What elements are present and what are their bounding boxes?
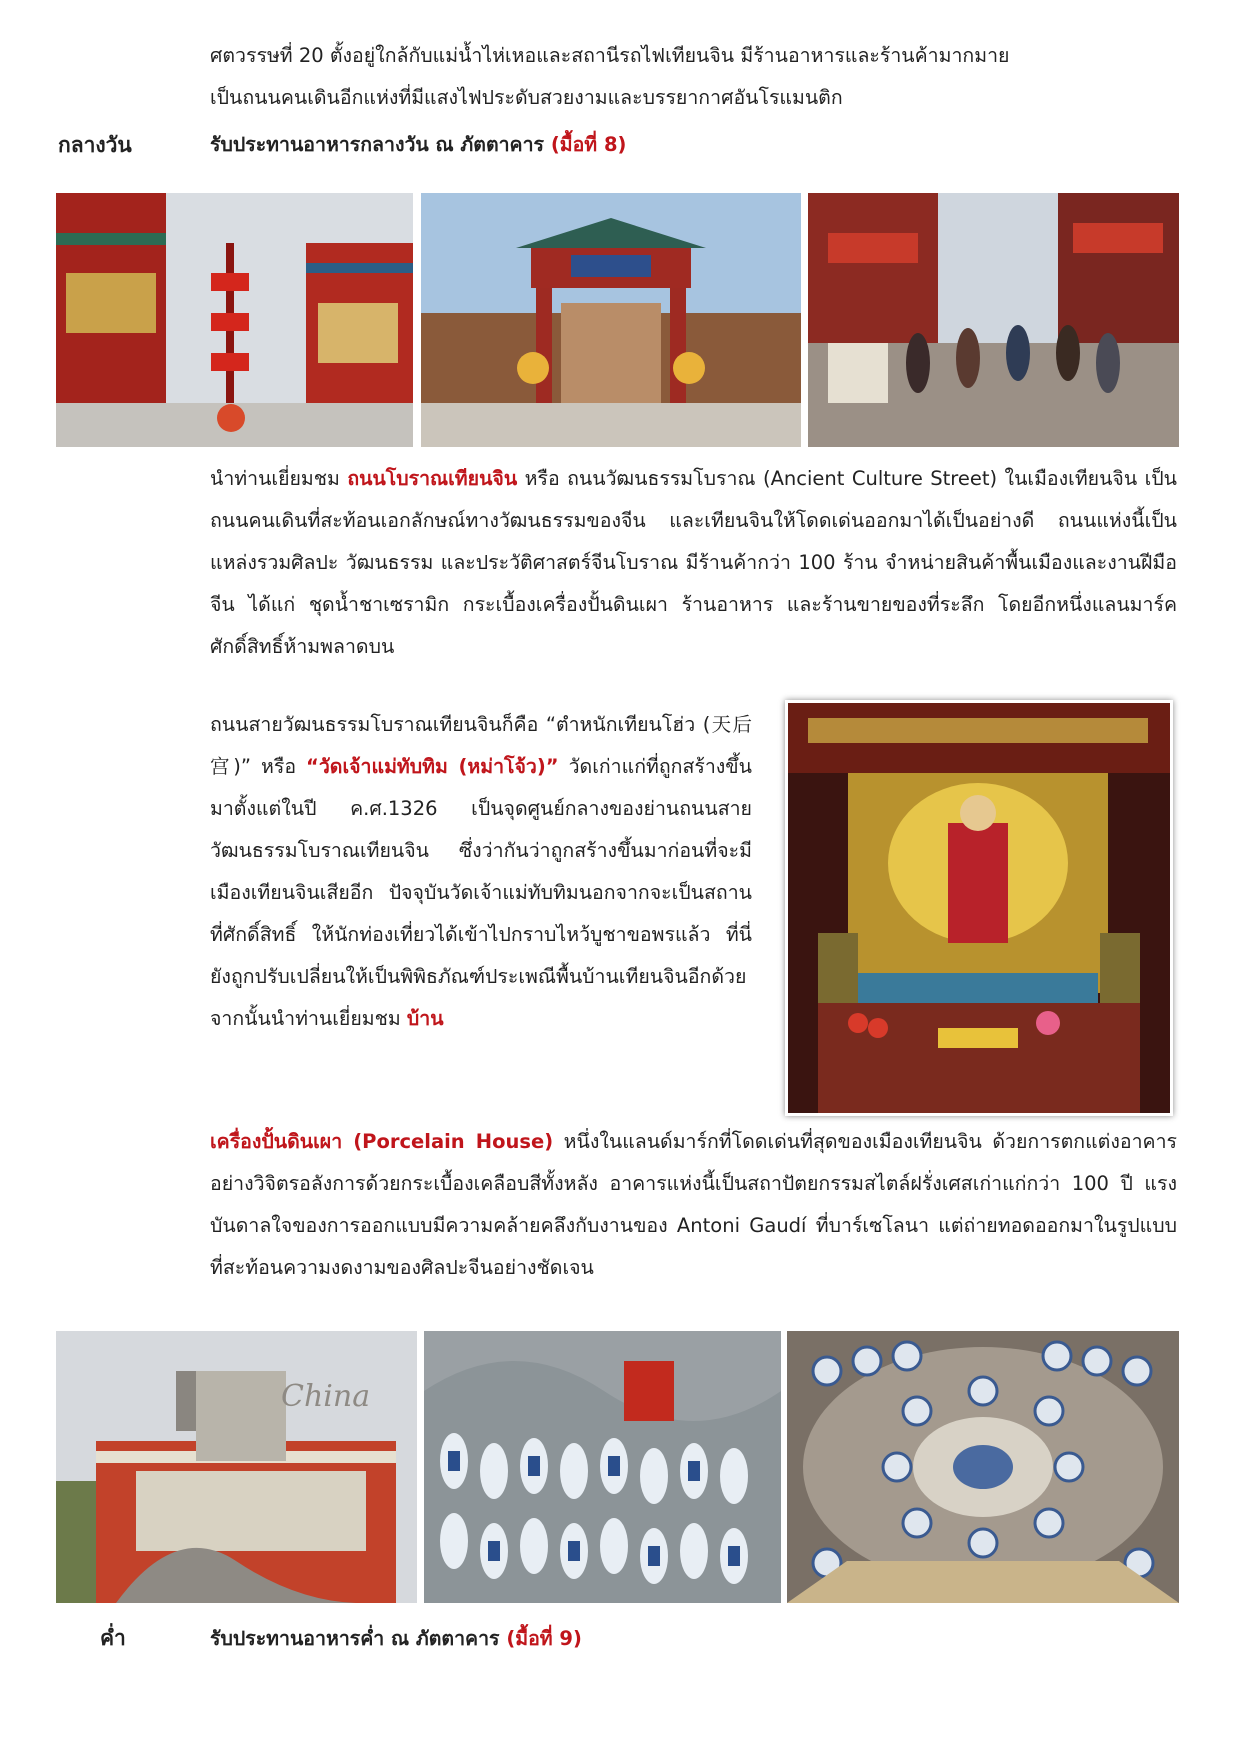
temple-body: วัดเก่าแก่ที่ถูกสร้างขึ้นมาตั้งแต่ในปี ค.ศ.1326 เป็นจุดศูนย์กลางของย่านถนนสายวัฒนธรรมโบราณเทียนจิน ซึ่งว่ากันว่าถูกสร้างขึ้นมาก่อนที่จะมีเมืองเทียนจินเสียอีก ปัจจุบันวัดเจ้าแม่ทับทิมนอกจากจะเป็นสถานที่ศักดิ์สิทธิ์ ให้นักท่องเที่ยวได้เข้าไปกราบไหว้บูชาขอพรแล้ว ที่นี่ยังถูกปรับเปลี่ยนให้เป็นพิพิธภัณฑ์ประเพณีพื้นบ้านเทียนจินอีกด้วย จากนั้นนำท่านเยี่ยมชม: [210, 755, 752, 1030]
porcelain-paragraph: [210, 1121, 1177, 1289]
porcelain-house-photo-3: [787, 1331, 1179, 1603]
porcelain-house-photo-1: [56, 1331, 417, 1603]
porcelain-sign-text: China: [281, 1379, 371, 1414]
lunch-line: [210, 124, 1110, 166]
intro-line-1: ศตวรรษที่ 20 ตั้งอยู่ใกล้กับแม่น้ำไห่เหอและสถานีรถไฟเทียนจิน มีร้านอาหารและร้านค้ามากมาย: [210, 44, 1010, 67]
culture-street-photo-1: [56, 193, 413, 447]
porcelain-house-photo-2: [424, 1331, 781, 1603]
culture-street-paragraph: [210, 458, 1177, 668]
lunch-meal-number: (มื้อที่ 8): [550, 133, 627, 156]
temple-highlight: “วัดเจ้าแม่ทับทิม (หม่าโจ้ว)”: [306, 755, 559, 778]
dinner-text: รับประทานอาหารค่ำ ณ ภัตตาคาร: [210, 1627, 500, 1650]
temple-photo: [785, 700, 1173, 1116]
culture-street-body: หรือ ถนนวัฒนธรรมโบราณ (Ancient Culture Street) ในเมืองเทียนจิน เป็นถนนคนเดินที่สะท้อนเอกลักษณ์ทางวัฒนธรรมของจีน และเทียนจินให้โดดเด่นออกมาได้เป็นอย่างดี ถนนแห่งนี้เป็นแหล่งรวมศิลปะ วัฒนธรรม และประวัติศาสตร์จีนโบราณ มีร้านค้ากว่า 100 ร้าน จำหน่ายสินค้าพื้นเมืองและงานฝีมือจีน ได้แก่ ชุดน้ำชาเซรามิก กระเบื้องเครื่องปั้นดินเผา ร้านอาหาร และร้านขายของที่ระลึก โดยอีกหนึ่งแลนมาร์คศักดิ์สิทธิ์ห้ามพลาดบน: [210, 467, 1177, 658]
dinner-line: [210, 1618, 1110, 1660]
dinner-label: ค่ำ: [100, 1626, 126, 1650]
temple-paragraph: [210, 704, 752, 1040]
porcelain-house-highlight-start: บ้าน: [406, 1007, 444, 1030]
porcelain-highlight: เครื่องปั้นดินเผา (Porcelain House): [210, 1130, 554, 1153]
porcelain-body: หนึ่งในแลนด์มาร์กที่โดดเด่นที่สุดของเมืองเทียนจิน ด้วยการตกแต่งอาคารอย่างวิจิตรอลังการด้วยกระเบื้องเคลือบสีทั้งหลัง อาคารแห่งนี้เป็นสถาปัตยกรรมสไตล์ฝรั่งเศสเก่าแก่กว่า 100 ปี แรงบันดาลใจของการออกแบบมีความคล้ายคลึงกับงานของ Antoni Gaudí ที่บาร์เซโลนา แต่ถ่ายทอดออกมาในรูปแบบที่สะท้อนความงดงามของศิลปะจีนอย่างชัดเจน: [210, 1130, 1177, 1279]
temple-intro: ถนนสายวัฒนธรรมโบราณเทียนจินก็คือ “ตำหนักเทียนโฮ่ว (天后宫)” หรือ: [210, 713, 752, 778]
intro-line-2: เป็นถนนคนเดินอีกแห่งที่มีแสงไฟประดับสวยงามและบรรยากาศอันโรแมนติก: [210, 86, 843, 109]
culture-street-intro: นำท่านเยี่ยมชม: [210, 467, 348, 490]
culture-street-photo-3: [808, 193, 1179, 447]
lunch-text: รับประทานอาหารกลางวัน ณ ภัตตาคาร: [210, 133, 545, 156]
culture-street-highlight: ถนนโบราณเทียนจิน: [347, 467, 518, 490]
culture-street-photo-2: [421, 193, 801, 447]
dinner-meal-number: (มื้อที่ 9): [506, 1627, 582, 1650]
lunch-label: กลางวัน: [58, 133, 132, 157]
